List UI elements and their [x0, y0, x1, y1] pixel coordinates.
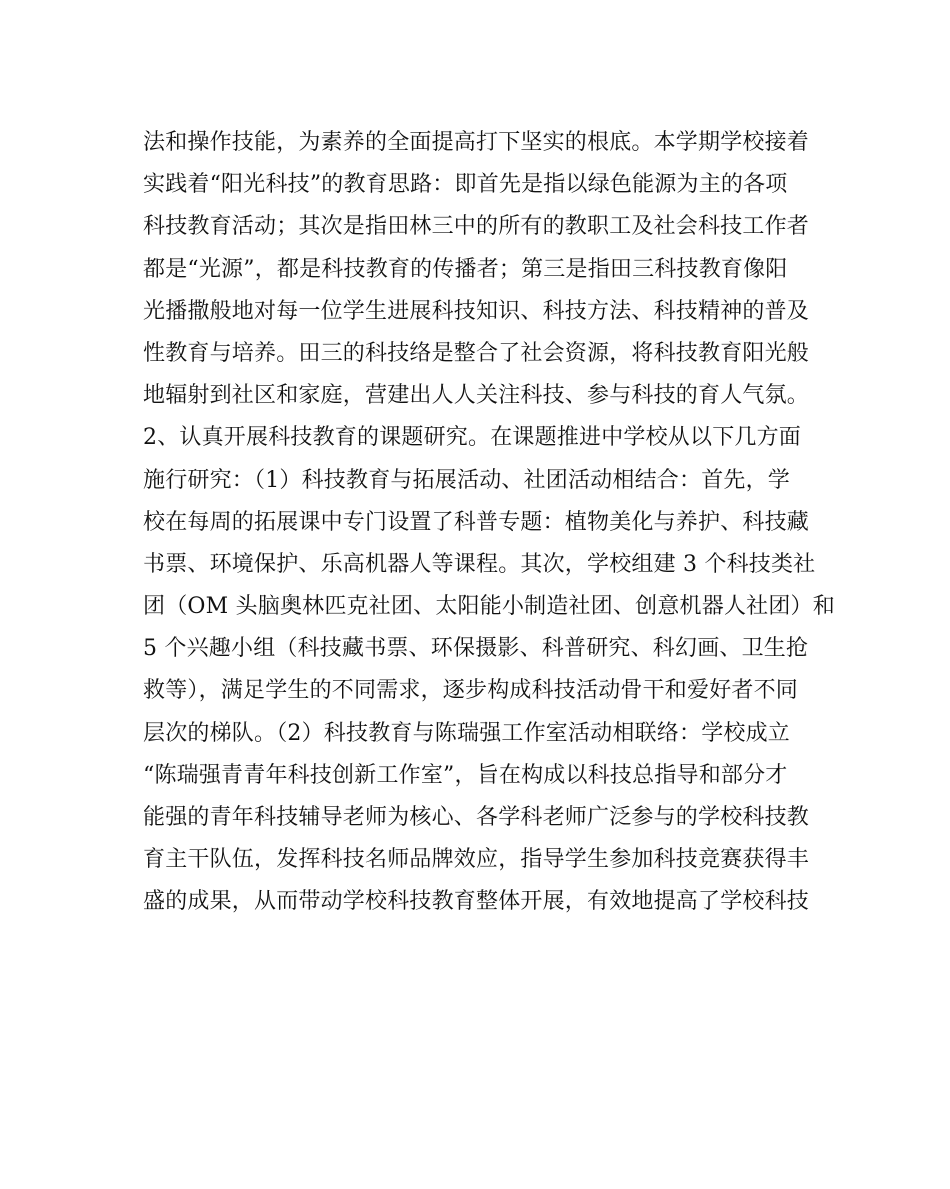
- text-line: 地辐射到社区和家庭，营建出人人关注科技、参与科技的育人气氛。: [143, 383, 810, 409]
- text-line: 救等），满足学生的不同需求，逐步构成科技活动骨干和爱好者不同: [143, 678, 799, 704]
- text-line: 盛的成果，从而带动学校科技教育整体开展，有效地提高了学校科技: [143, 889, 810, 915]
- text-line: 性教育与培养。田三的科技络是整合了社会资源，将科技教育阳光般: [143, 340, 810, 366]
- text-line: 育主干队伍，发挥科技名师品牌效应，指导学生参加科技竞赛获得丰: [143, 847, 810, 873]
- text-line: 团（OM 头脑奥林匹克社团、太阳能小制造社团、创意机器人社团）和: [143, 594, 835, 620]
- text-line: 校在每周的拓展课中专门设置了科普专题：植物美化与养护、科技藏: [143, 509, 810, 535]
- text-line: 层次的梯队。（2）科技教育与陈瑞强工作室活动相联络：学校成立: [143, 720, 790, 746]
- text-line: 2、认真开展科技教育的课题研究。在课题推进中学校从以下几方面: [143, 425, 801, 451]
- text-line: 科技教育活动；其次是指田林三中的所有的教职工及社会科技工作者: [143, 214, 810, 240]
- text-line: 书票、环境保护、乐高机器人等课程。其次，学校组建 3 个科技类社: [143, 551, 816, 577]
- body-paragraph: [143, 122, 835, 924]
- text-line: 5 个兴趣小组（科技藏书票、环保摄影、科普研究、科幻画、卫生抢: [143, 636, 809, 662]
- text-line: 实践着“阳光科技”的教育思路：即首先是指以绿色能源为主的各项: [143, 172, 788, 198]
- text-line: “陈瑞强青青年科技创新工作室”，旨在构成以科技总指导和部分才: [143, 762, 788, 788]
- text-line: 能强的青年科技辅导老师为核心、各学科老师广泛参与的学校科技教: [143, 805, 810, 830]
- text-line: 法和操作技能，为素养的全面提高打下坚实的根底。本学期学校接着: [143, 130, 810, 155]
- text-line: 都是“光源”，都是科技教育的传播者；第三是指田三科技教育像阳: [143, 256, 788, 282]
- text-line: 施行研究：（1）科技教育与拓展活动、社团活动相结合：首先，学: [143, 467, 790, 493]
- text-line: 光播撒般地对每一位学生进展科技知识、科技方法、科技精神的普及: [143, 298, 810, 324]
